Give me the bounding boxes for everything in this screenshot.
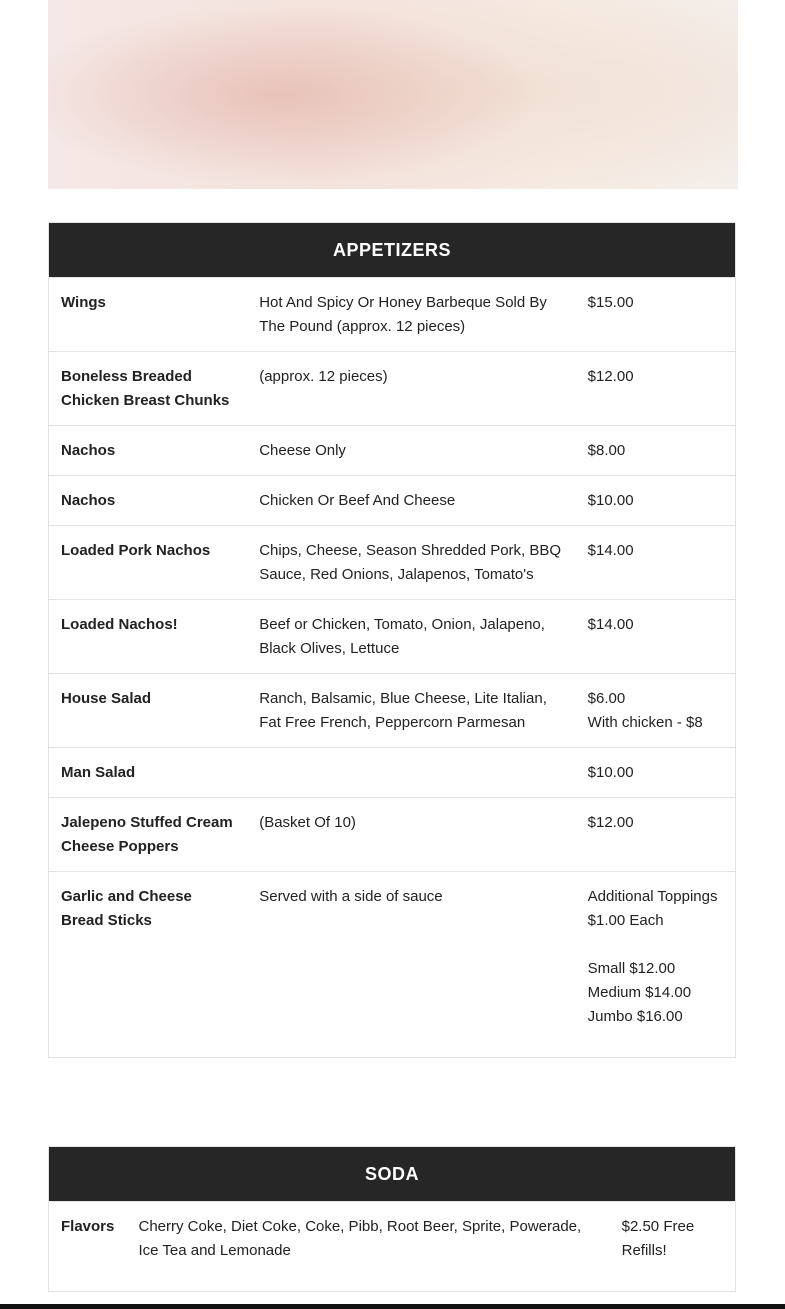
item-price: $14.00: [576, 526, 736, 600]
table-row: [49, 526, 736, 600]
item-price: $12.00: [576, 798, 736, 872]
table-row: [49, 600, 736, 674]
item-name: Man Salad: [49, 748, 248, 798]
table-row: [49, 278, 736, 352]
item-description: Beef or Chicken, Tomato, Onion, Jalapeno, Black Olives, Lettuce: [247, 600, 575, 674]
item-price: $8.00: [576, 426, 736, 476]
item-description: (Basket Of 10): [247, 798, 575, 872]
table-row: [49, 872, 736, 1058]
item-name: Garlic and Cheese Bread Sticks: [49, 872, 248, 1058]
item-price: $2.50 Free Refills!: [610, 1202, 736, 1292]
item-description: [247, 748, 575, 798]
item-price: $12.00: [576, 352, 736, 426]
table-row: [49, 798, 736, 872]
item-description: Cheese Only: [247, 426, 575, 476]
item-name: House Salad: [49, 674, 248, 748]
item-name: Loaded Pork Nachos: [49, 526, 248, 600]
table-row: [49, 1202, 736, 1292]
table-row: [49, 426, 736, 476]
table-row: [49, 352, 736, 426]
appetizers-header: APPETIZERS: [49, 223, 736, 278]
item-name: Nachos: [49, 476, 248, 526]
item-price: $10.00: [576, 476, 736, 526]
item-description: Cherry Coke, Diet Coke, Coke, Pibb, Root Beer, Sprite, Powerade, Ice Tea and Lemonade: [126, 1202, 609, 1292]
footer-bar: [0, 1304, 785, 1309]
item-price: $15.00: [576, 278, 736, 352]
appetizers-table: [48, 222, 736, 1058]
table-row: [49, 748, 736, 798]
item-description: Chips, Cheese, Season Shredded Pork, BBQ Sauce, Red Onions, Jalapenos, Tomato's: [247, 526, 575, 600]
item-name: Loaded Nachos!: [49, 600, 248, 674]
table-row: [49, 476, 736, 526]
table-row: [49, 674, 736, 748]
item-price: $14.00: [576, 600, 736, 674]
item-name: Nachos: [49, 426, 248, 476]
item-price: $10.00: [576, 748, 736, 798]
item-description: Hot And Spicy Or Honey Barbeque Sold By The Pound (approx. 12 pieces): [247, 278, 575, 352]
item-price: $6.00 With chicken - $8: [576, 674, 736, 748]
hero-image: [48, 0, 738, 189]
item-name: Flavors: [49, 1202, 127, 1292]
item-description: Served with a side of sauce: [247, 872, 575, 1058]
item-description: Ranch, Balsamic, Blue Cheese, Lite Italian, Fat Free French, Peppercorn Parmesan: [247, 674, 575, 748]
item-description: (approx. 12 pieces): [247, 352, 575, 426]
item-description: Chicken Or Beef And Cheese: [247, 476, 575, 526]
item-price: Additional Toppings $1.00 Each Small $12.00 Medium $14.00 Jumbo $16.00: [576, 872, 736, 1058]
item-name: Wings: [49, 278, 248, 352]
item-name: Jalepeno Stuffed Cream Cheese Poppers: [49, 798, 248, 872]
item-name: Boneless Breaded Chicken Breast Chunks: [49, 352, 248, 426]
soda-table: [48, 1146, 736, 1292]
soda-header: SODA: [49, 1147, 736, 1202]
